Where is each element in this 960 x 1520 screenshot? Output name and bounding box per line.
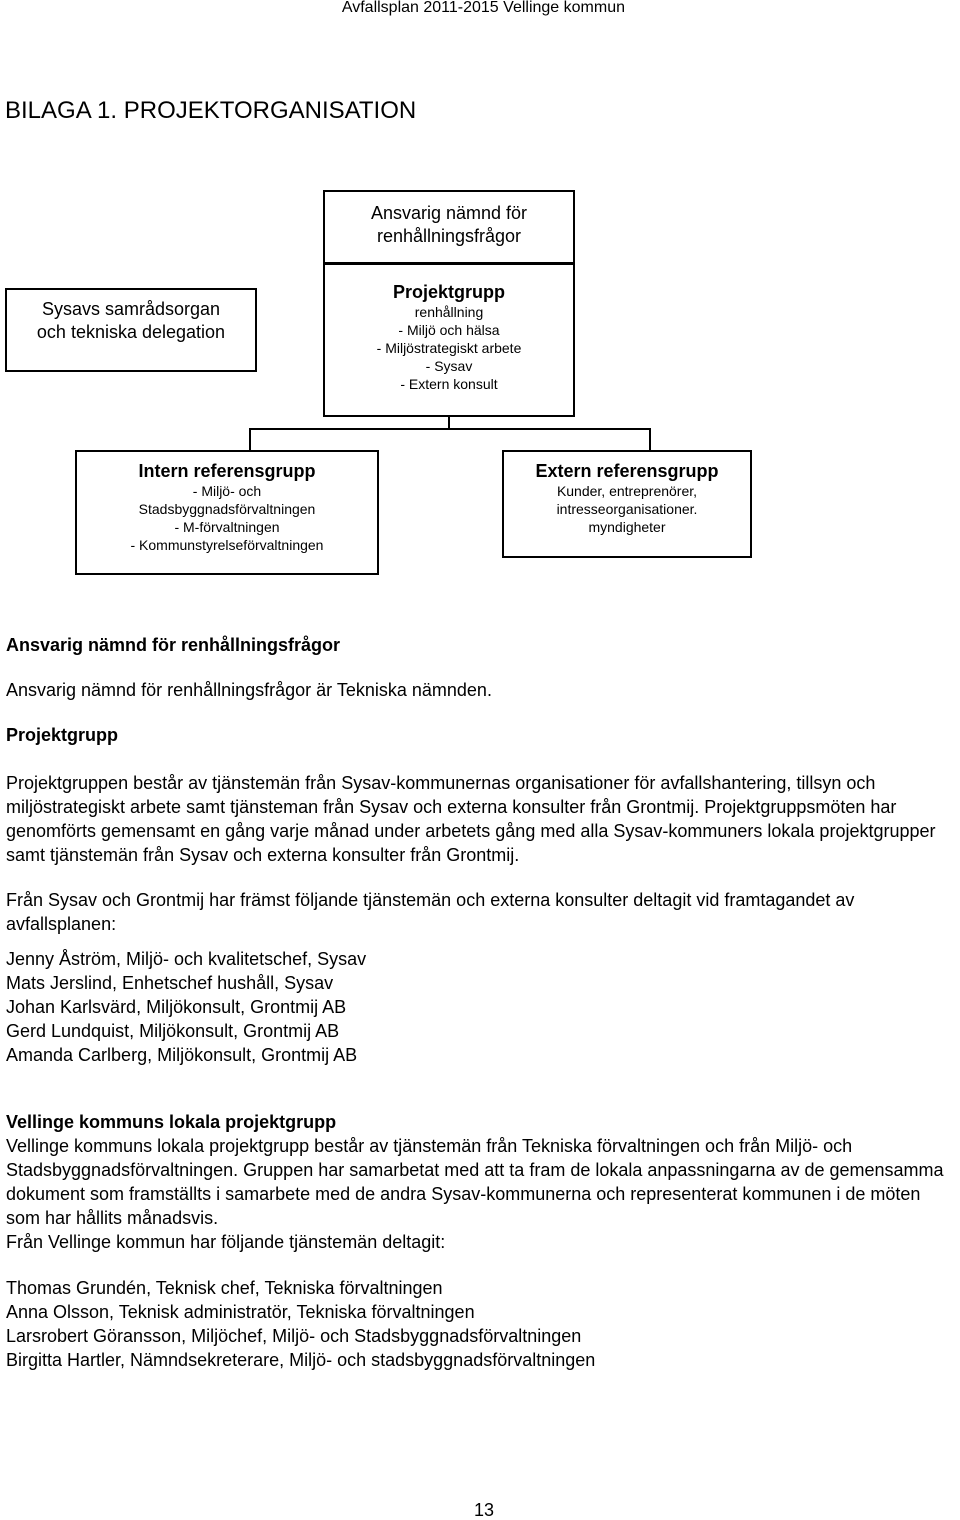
org-box-line: - Miljö- och: [192, 483, 262, 499]
connector-to-extern: [649, 428, 651, 451]
org-box-line: intresseorganisationer.: [556, 501, 698, 517]
list-item: Mats Jerslind, Enhetschef hushåll, Sysav: [6, 973, 334, 993]
section-heading-vellinge: Vellinge kommuns lokala projektgrupp: [6, 1112, 337, 1132]
org-box-sysavs: [5, 288, 257, 372]
org-box-line: renhållning: [414, 304, 484, 320]
org-box-line: renhållningsfrågor: [376, 226, 522, 246]
paragraph-sysav-grontmij: Från Sysav och Grontmij har främst följande tjänstemän och externa konsulter deltagit vid framtagandet av avfallsplanen:: [6, 890, 855, 934]
paragraph-projektgrupp: Projektgruppen består av tjänstemän från Sysav-kommunernas organisationer för avfallshantering, tillsyn och miljöstrategiskt arbete samt tjänsteman från Sysav och externa konsulter från Grontmij. Projektgruppsmöten har genomförts gemensamt en gång varje månad under arbetets gång med alla Sysav-kommuners lokala projektgrupper samt tjänstemän från Sysav och externa konsulter från Grontmij.: [6, 773, 936, 865]
list-vellinge-people: [6, 1276, 956, 1372]
org-box-line: - Sysav: [425, 358, 473, 374]
org-box-line: Sysavs samrådsorgan: [41, 299, 221, 319]
page-number: 13: [474, 1500, 495, 1520]
section-text-ansvarig-namnd: Ansvarig nämnd för renhållningsfrågor är Tekniska nämnden.: [6, 680, 492, 700]
org-box-title: Projektgrupp: [392, 282, 505, 302]
page-title: BILAGA 1. PROJEKTORGANISATION: [5, 97, 417, 124]
org-box-line: Stadsbyggnadsförvaltningen: [138, 501, 316, 517]
org-box-ansvarig-namnd: [323, 190, 575, 264]
page-header: Avfallsplan 2011-2015 Vellinge kommun: [341, 0, 625, 16]
list-sysav-people: [6, 947, 956, 1067]
org-box-line: - Extern konsult: [400, 376, 498, 392]
org-box-line: Ansvarig nämnd för: [370, 203, 528, 223]
org-box-title: Extern referensgrupp: [535, 461, 719, 481]
list-item: Anna Olsson, Teknisk administratör, Tekniska förvaltningen: [6, 1302, 475, 1322]
org-box-line: - Miljöstrategiskt arbete: [376, 340, 522, 356]
org-box-line: - M-förvaltningen: [174, 519, 280, 535]
org-box-line: och tekniska delegation: [36, 322, 226, 342]
org-box-projektgrupp: [323, 263, 575, 417]
list-item: Jenny Åström, Miljö- och kvalitetschef, Sysav: [6, 949, 367, 969]
org-box-line: - Kommunstyrelseförvaltningen: [130, 537, 324, 553]
list-item: Amanda Carlberg, Miljökonsult, Grontmij AB: [6, 1045, 358, 1065]
org-box-line: myndigheter: [588, 519, 666, 535]
list-item: Johan Karlsvärd, Miljökonsult, Grontmij AB: [6, 997, 347, 1017]
section-heading-projektgrupp: Projektgrupp: [6, 725, 119, 745]
connector-projektgrupp-down: [448, 415, 450, 429]
org-box-extern-referensgrupp: [502, 450, 752, 558]
connector-to-intern: [249, 428, 251, 451]
list-item: Thomas Grundén, Teknisk chef, Tekniska förvaltningen: [6, 1278, 443, 1298]
org-box-line: - Miljö och hälsa: [398, 322, 500, 338]
org-box-title: Intern referensgrupp: [138, 461, 316, 481]
org-box-intern-referensgrupp: [75, 450, 379, 575]
list-item: Birgitta Hartler, Nämndsekreterare, Miljö- och stadsbyggnadsförvaltningen: [6, 1350, 596, 1370]
list-item: Larsrobert Göransson, Miljöchef, Miljö- och Stadsbyggnadsförvaltningen: [6, 1326, 582, 1346]
paragraph-vellinge-deltagit: Från Vellinge kommun har följande tjänstemän deltagit:: [6, 1232, 446, 1252]
list-item: Gerd Lundquist, Miljökonsult, Grontmij AB: [6, 1021, 340, 1041]
connector-horizontal: [249, 428, 651, 430]
section-heading-ansvarig-namnd: Ansvarig nämnd för renhållningsfrågor: [6, 635, 341, 655]
paragraph-vellinge: Vellinge kommuns lokala projektgrupp består av tjänstemän från Tekniska förvaltningen och från Miljö- och Stadsbyggnadsförvaltningen. Gruppen har samarbetat med att ta fram de lokala anpassningarna av de gemensamma dokument som framställts i samarbete med de andra Sysav-kommunerna och representerat kommunen i de möten som har hållits månadsvis.: [6, 1136, 944, 1228]
org-box-line: Kunder, entreprenörer,: [556, 483, 698, 499]
